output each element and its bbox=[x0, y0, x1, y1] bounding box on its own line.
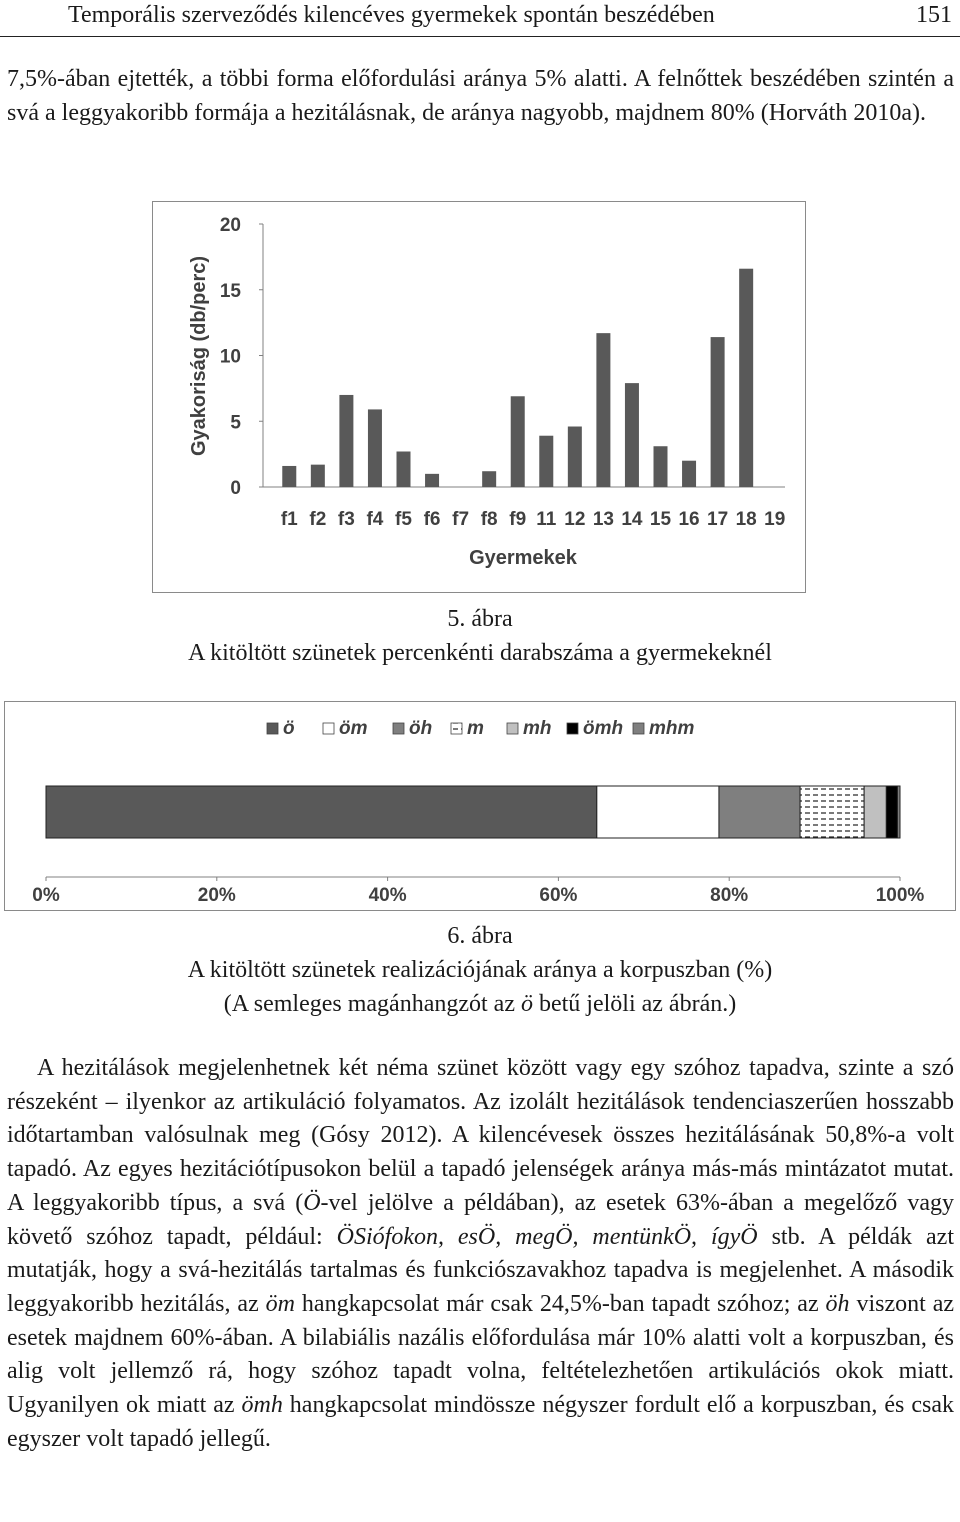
legend-label-6: ömh bbox=[583, 718, 624, 739]
figure-5-chart bbox=[152, 201, 806, 593]
italic-example: ömh bbox=[241, 1392, 283, 1419]
legend-swatch-7 bbox=[633, 723, 644, 734]
italic-example: öm bbox=[265, 1290, 295, 1317]
legend-swatch-3 bbox=[393, 723, 404, 734]
text-run: hangkapcsolat már csak 24,5%-ban tapadt szóhoz; az bbox=[295, 1290, 826, 1317]
bar-f5 bbox=[397, 451, 411, 487]
x-tick-label: 13 bbox=[592, 509, 614, 530]
x-tick-label: 20% bbox=[197, 885, 236, 906]
text-run: A hezitálások megjelenhetnek két néma szünet között vagy egy szóhoz tapadva, szinte a szó részeként – ilyenkor az artikuláció folyamatos. Az izolált hezitálások tendenciaszerűen hosszabb időtartamban valósulnak meg (Gósy 2012). A kilencévesek összes hezitálásának 50,8%-a volt tapadó. Az egyes hezitációtípusokon belül a tapadó jelenségek aránya más-más mintázatot mutat. A leggyakoribb típus, a svá ( bbox=[7, 1055, 954, 1216]
figure-5-caption: A kitöltött szünetek percenkénti darabszáma a gyermekeknél bbox=[188, 640, 772, 666]
note-italic-letter: ö bbox=[520, 991, 533, 1017]
running-header bbox=[0, 0, 960, 37]
bar-15 bbox=[654, 446, 668, 487]
legend-label-2: öm bbox=[339, 718, 368, 739]
x-tick-label: 15 bbox=[649, 509, 672, 530]
x-tick-label: 100% bbox=[875, 885, 925, 906]
x-tick-label: f2 bbox=[309, 509, 327, 530]
bar-f6 bbox=[425, 474, 439, 487]
x-tick-label: 60% bbox=[539, 885, 578, 906]
paragraph-2 bbox=[7, 1052, 954, 1456]
bar-f1 bbox=[282, 466, 296, 487]
bar-f4 bbox=[368, 409, 382, 487]
text-run: viszont az esetek majdnem 60%-ában. A bilabiális nazális előfordulása már 10% alatti volt a korpuszban, és alig volt jellemző rá, hogy szóhoz tapadt volna, feltételezhetően artikulációs okok miatt. Ugyanilyen ok miatt az bbox=[7, 1290, 954, 1419]
note-text-before: (A semleges magánhangzót az bbox=[223, 991, 521, 1017]
x-tick-label: 16 bbox=[678, 509, 700, 530]
legend-label-5: mh bbox=[523, 718, 552, 739]
legend-label-7: mhm bbox=[649, 718, 695, 739]
bar-segment-1 bbox=[46, 786, 597, 838]
bar-14 bbox=[625, 383, 639, 487]
x-tick-label: 11 bbox=[536, 509, 557, 530]
italic-example: ÖSiófokon, esÖ, megÖ, mentünkÖ, ígyÖ bbox=[336, 1223, 758, 1250]
page-number: 151 bbox=[916, 2, 952, 28]
y-tick-label: 20 bbox=[219, 215, 241, 236]
italic-example: Ö bbox=[303, 1189, 321, 1216]
x-tick-label: f9 bbox=[509, 509, 527, 530]
text-run: -vel jelölve a példában), az esetek 63%-ában a megelőző vagy követő szóhoz tapadt, például: bbox=[7, 1189, 954, 1250]
bar-segment-6 bbox=[886, 786, 897, 838]
x-tick-label: f1 bbox=[280, 509, 298, 530]
text-run: hangkapcsolat mindössze négyszer fordult elő a korpuszban, és csak egyszer volt tapadó jellegű. bbox=[7, 1392, 954, 1452]
bar-chart bbox=[153, 202, 805, 592]
x-tick-label: 19 bbox=[764, 509, 786, 530]
legend-swatch-1 bbox=[267, 723, 278, 734]
legend-swatch-2 bbox=[323, 723, 334, 734]
bar-segment-7 bbox=[897, 786, 900, 838]
x-tick-label: 40% bbox=[368, 885, 407, 906]
x-tick-label: 18 bbox=[735, 509, 757, 530]
bar-segment-3 bbox=[719, 786, 800, 838]
note-text-after: betű jelöli az ábrán.) bbox=[532, 991, 737, 1017]
paragraph-1: 7,5%-ában ejtették, a többi forma előfordulási aránya 5% alatti. A felnőttek beszédében szintén a svá a leggyakoribb formája a hezitálásnak, de aránya nagyobb, majdnem 80% (Horváth 2010a). bbox=[7, 66, 954, 126]
y-tick-label: 15 bbox=[219, 280, 241, 302]
text-run: stb. A példák azt mutatják, hogy a svá-hezitálás tartalmas és funkciószavakhoz tapadva is megjelenhet. A második leggyakoribb hezitálás, az bbox=[7, 1223, 955, 1317]
stacked-bar-chart bbox=[5, 702, 955, 910]
figure-6-number: 6. ábra bbox=[447, 923, 513, 949]
x-tick-label: f6 bbox=[423, 509, 441, 530]
x-axis-title: Gyermekek bbox=[469, 547, 577, 569]
x-tick-label: f5 bbox=[395, 509, 412, 530]
x-tick-label: f3 bbox=[337, 509, 355, 530]
running-title: Temporális szerveződés kilencéves gyermekek spontán beszédében bbox=[68, 2, 715, 28]
bar-13 bbox=[596, 333, 610, 487]
legend-swatch-6 bbox=[567, 723, 578, 734]
legend-label-4: m bbox=[467, 718, 484, 739]
x-tick-label: 17 bbox=[707, 509, 729, 530]
y-tick-label: 5 bbox=[230, 412, 241, 434]
x-tick-label: f7 bbox=[452, 509, 470, 530]
legend-swatch-5 bbox=[507, 723, 518, 734]
x-tick-label: f4 bbox=[366, 509, 384, 530]
bar-segment-5 bbox=[864, 786, 886, 838]
x-tick-label: 12 bbox=[564, 509, 586, 530]
italic-example: öh bbox=[825, 1290, 850, 1317]
x-tick-label: 80% bbox=[710, 885, 749, 906]
bar-16 bbox=[682, 461, 696, 487]
x-tick-label: 14 bbox=[621, 509, 643, 530]
legend-label-1: ö bbox=[283, 718, 295, 739]
figure-6-caption: A kitöltött szünetek realizációjának aránya a korpuszban (%) bbox=[187, 957, 773, 983]
x-tick-label: 0% bbox=[32, 885, 60, 906]
bar-18 bbox=[739, 269, 753, 487]
y-tick-label: 10 bbox=[219, 346, 241, 368]
legend-label-3: öh bbox=[409, 718, 433, 739]
x-tick-label: f8 bbox=[480, 509, 498, 530]
legend-swatch-4 bbox=[451, 723, 462, 734]
figure-5-number: 5. ábra bbox=[447, 606, 513, 632]
bar-f9 bbox=[511, 396, 525, 487]
figure-6-chart bbox=[4, 701, 956, 911]
bar-12 bbox=[568, 427, 582, 487]
y-axis-title: Gyakoriság (db/perc) bbox=[188, 255, 210, 457]
bar-segment-2 bbox=[597, 786, 719, 838]
bar-f2 bbox=[311, 465, 325, 487]
bar-segment-4 bbox=[800, 786, 864, 838]
bar-f3 bbox=[339, 395, 353, 487]
y-tick-label: 0 bbox=[230, 478, 241, 499]
bar-11 bbox=[539, 436, 553, 487]
bar-f8 bbox=[482, 471, 496, 487]
bar-17 bbox=[711, 337, 725, 487]
figure-6-note bbox=[0, 987, 960, 1021]
